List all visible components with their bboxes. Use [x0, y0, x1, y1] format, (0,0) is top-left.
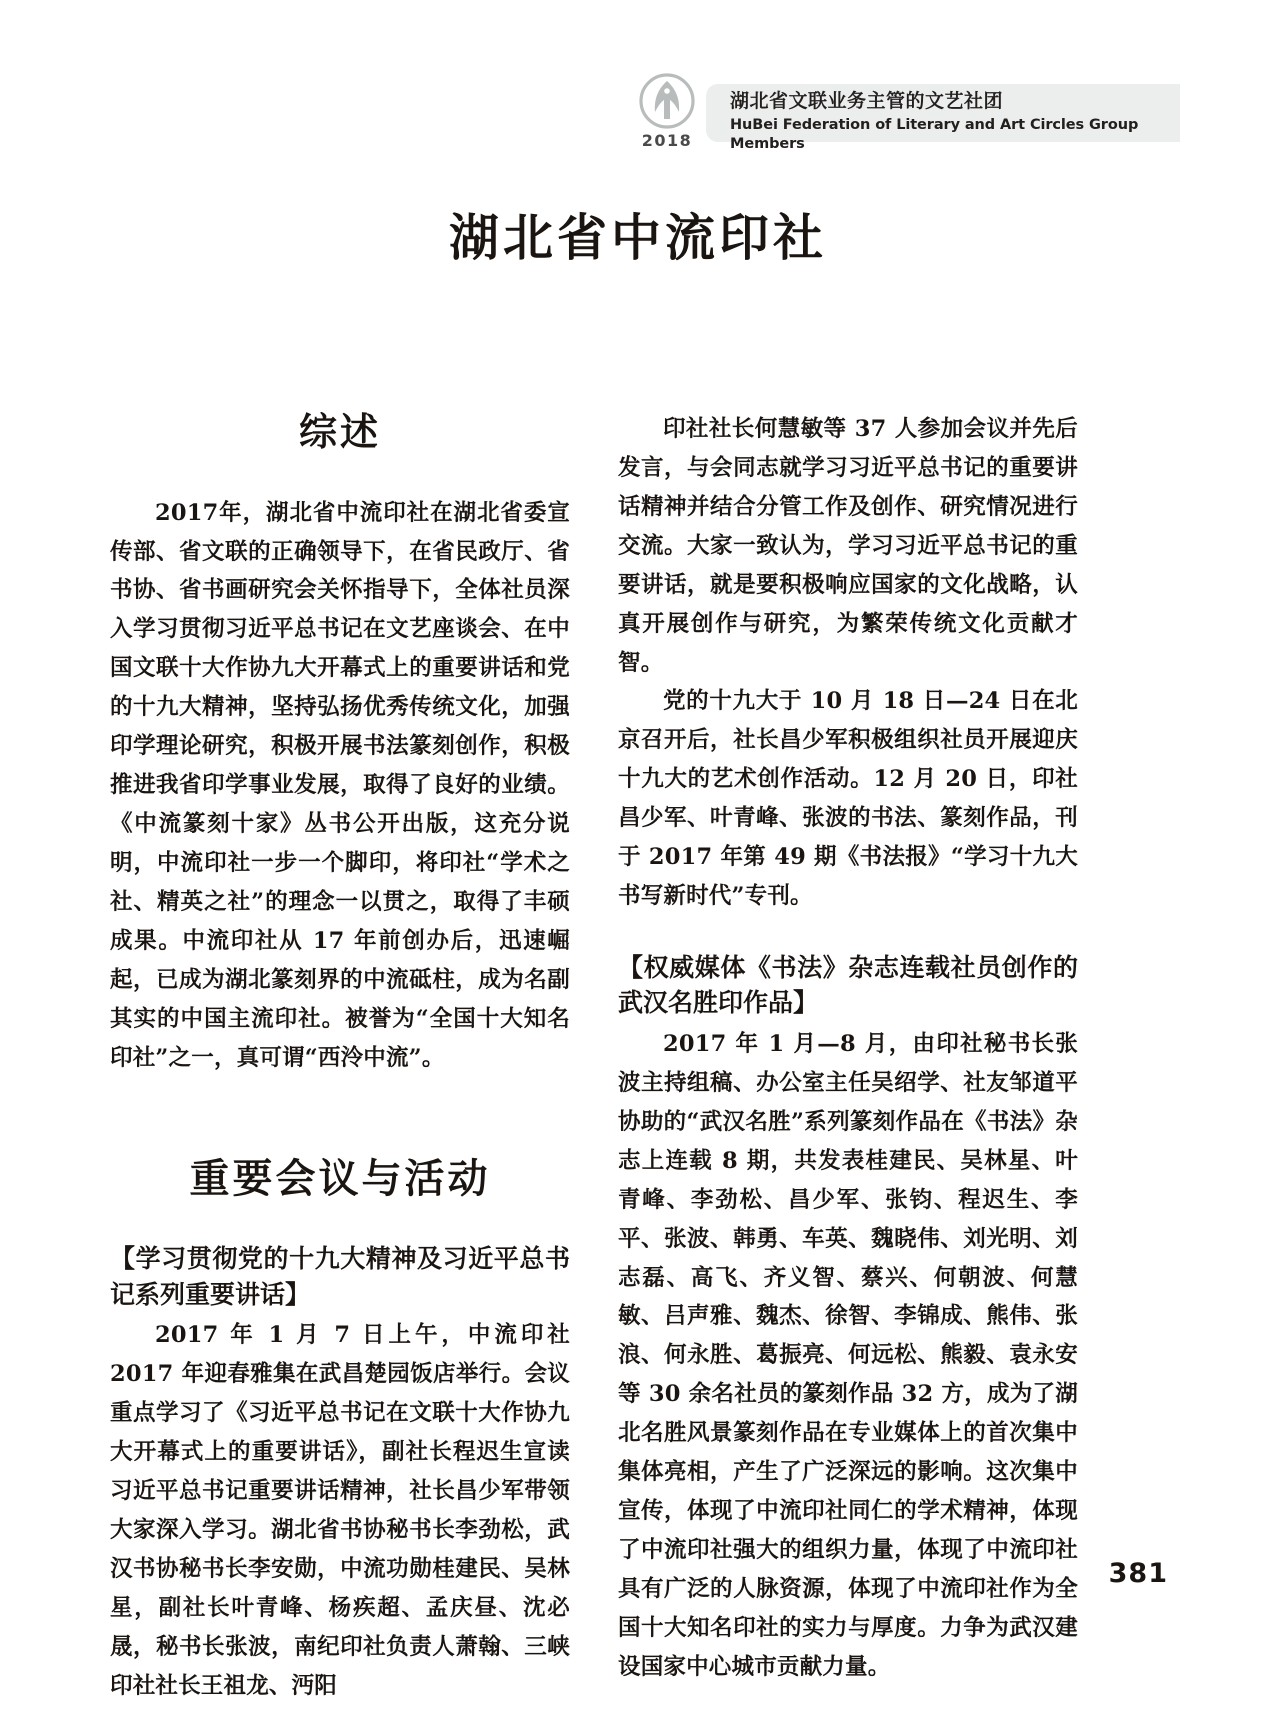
subsection-heading-study-speeches: 【学习贯彻党的十九大精神及习近平总书记系列重要讲话】: [110, 1244, 570, 1309]
section-heading-overview: 综述: [298, 410, 381, 454]
subsection-heading-shufa-magazine: 【权威媒体《书法》杂志连载社员创作的武汉名胜印作品】: [618, 952, 1078, 1018]
right-paragraph-three: 2017 年 1 月—8 月，由印社秘书长张波主持组稿、办公室主任吴绍学、社友邹道平协助的“武汉名胜”系列篆刻作品在《书法》杂志上连载 8 期，共发表桂建民、吴林星、叶青峰、李劲松、昌少军、张钧、程迟生、李平、张波、韩勇、车英、魏晓伟、刘光明、刘志磊、高飞、齐义智、蔡兴、何朝波、何慧敏、吕声雅、魏杰、徐智、李锦成、熊伟、张浪、何永胜、葛振亮、何远松、熊毅、袁永安等 30 余名社员的篆刻作品 32 方，成为了湖北名胜风景篆刻作品在专业媒体上的首次集中集体亮相，产生了广泛深远的影响。这次集中宣传，体现了中流印社同仁的学术精神，体现了中流印社强大的组织力量，体现了中流印社具有广泛的人脉资源，体现了中流印社作为全国十大知名印社的实力与厚度。力争为武汉建设国家中心城市贡献力量。: [618, 1030, 1078, 1680]
right-column: [618, 410, 1078, 1706]
header-logo: [628, 72, 706, 152]
page-number: 381: [1108, 1558, 1168, 1589]
header-title-en: HuBei Federation of Literary and Art Circles Group Members: [730, 116, 1139, 152]
body-columns: [110, 410, 1168, 1706]
header-logo-year: 2018: [641, 131, 693, 150]
header-title-cn: 湖北省文联业务主管的文艺社团: [730, 90, 1004, 112]
federation-emblem-icon: [638, 72, 696, 130]
section-heading-meetings: 重要会议与活动: [189, 1156, 491, 1203]
right-paragraph-two: 党的十九大于 10 月 18 日—24 日在北京召开后，社长昌少军积极组织社员开展迎庆十九大的艺术创作活动。12 月 20 日，印社昌少军、叶青峰、张波的书法、篆刻作品，刊于 2017 年第 49 期《书法报》“学习十九大 书写新时代”专刊。: [618, 688, 1078, 910]
right-paragraph-one: 印社社长何慧敏等 37 人参加会议并先后发言，与会同志就学习习近平总书记的重要讲话精神并结合分管工作及创作、研究情况进行交流。大家一致认为，学习习近平总书记的重要讲话，就是要积极响应国家的文化战略，认真开展创作与研究，为繁荣传统文化贡献才智。: [618, 416, 1078, 676]
header-band: [706, 84, 1180, 152]
page-header: [620, 72, 1180, 152]
overview-paragraph: 2017年，湖北省中流印社在湖北省委宣传部、省文联的正确领导下，在省民政厅、省书协、省书画研究会关怀指导下，全体社员深入学习贯彻习近平总书记在文艺座谈会、在中国文联十大作协九大开幕式上的重要讲话和党的十九大精神，坚持弘扬优秀传统文化，加强印学理论研究，积极开展书法篆刻创作，积极推进我省印学事业发展，取得了良好的业绩。《中流篆刻十家》丛书公开出版，这充分说明，中流印社一步一个脚印，将印社“学术之社、精英之社”的理念一以贯之，取得了丰硕成果。中流印社从 17 年前创办后，迅速崛起，已成为湖北篆刻界的中流砥柱，成为名副其实的中国主流印社。被誉为“全国十大知名印社”之一，真可谓“西泠中流”。: [110, 499, 570, 1071]
meetings-paragraph: 2017 年 1 月 7 日上午，中流印社 2017 年迎春雅集在武昌楚园饭店举行。会议重点学习了《习近平总书记在文联十大作协九大开幕式上的重要讲话》，副社长程迟生宣读习近平总书记重要讲话精神，社长昌少军带领大家深入学习。湖北省书协秘书长李劲松，武汉书协秘书长李安勋，中流功勋桂建民、吴林星，副社长叶青峰、杨疾超、孟庆昼、沈必晟，秘书长张波，南纪印社负责人萧翰、三峡印社社长王祖龙、沔阳: [110, 1322, 570, 1699]
left-column: [110, 410, 570, 1706]
page-title: 湖北省中流印社: [449, 208, 827, 267]
